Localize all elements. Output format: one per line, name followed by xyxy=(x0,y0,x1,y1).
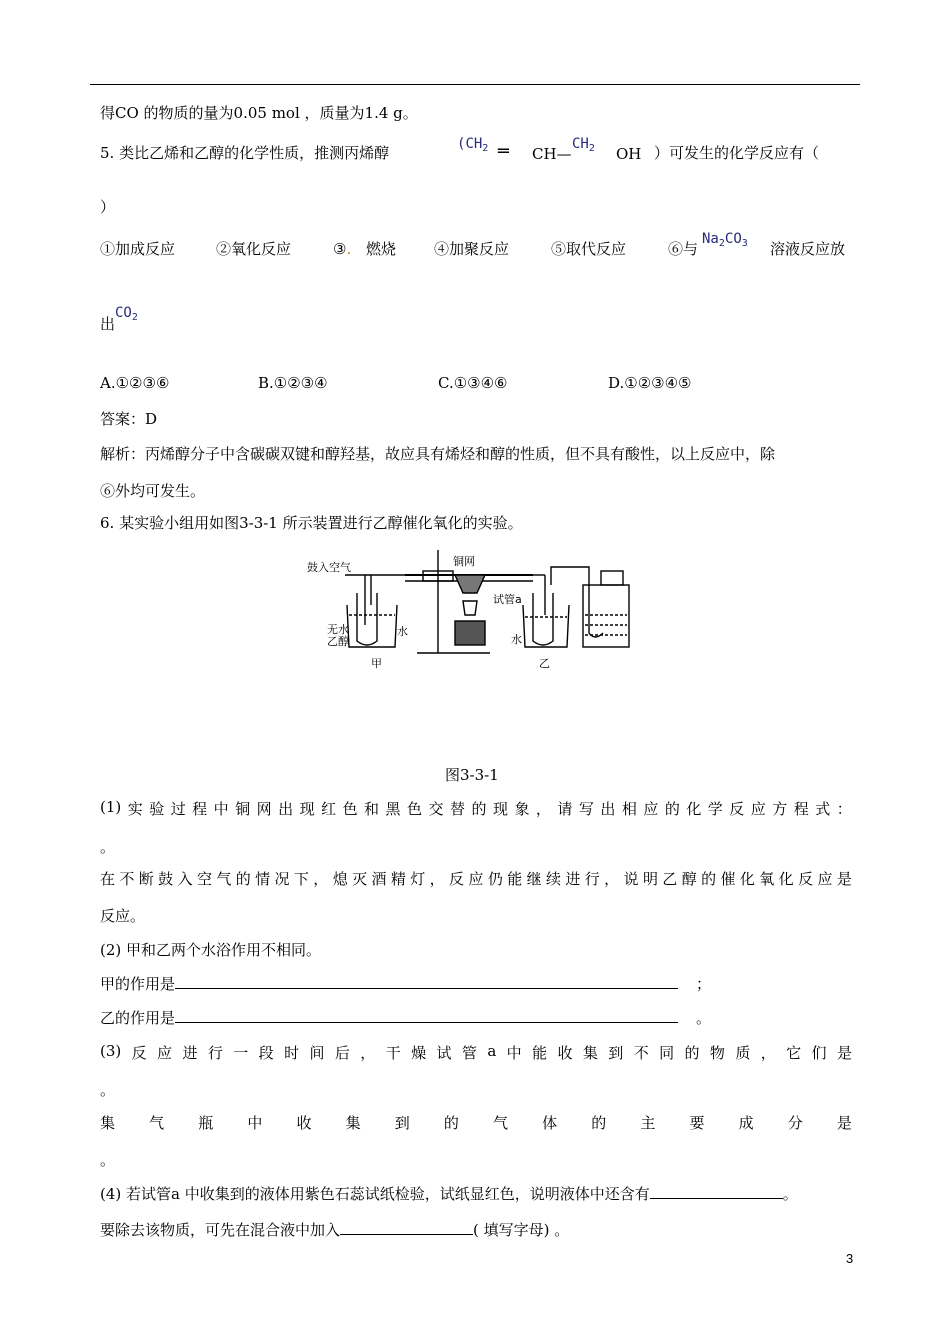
char: 色 xyxy=(342,800,358,818)
na2co3-formula: $Na_2CO_3$ xyxy=(702,231,748,249)
char: 的 xyxy=(701,870,717,888)
char: 气 xyxy=(493,1114,509,1132)
ethanol-label-1: 无水 xyxy=(327,623,349,636)
char: 反 xyxy=(131,1044,147,1062)
char: 中 xyxy=(213,800,229,818)
answer-blank-p4b[interactable] xyxy=(340,1220,473,1235)
char: ， xyxy=(535,800,551,818)
copper-mesh xyxy=(455,575,485,593)
char: 是 xyxy=(836,1044,852,1062)
char: 在 xyxy=(100,870,116,888)
q6-stem: 6. 某实验小组用如图3-3-1 所示装置进行乙醇催化氧化的实验。 xyxy=(100,514,523,532)
q5-analysis-line1: 解析：丙烯醇分子中含碳碳双键和醇羟基，故应具有烯烃和醇的性质，但不具有酸性，以上反应中，除 xyxy=(100,445,776,463)
q6-part2: (2) 甲和乙两个水浴作用不相同。 xyxy=(100,941,322,959)
gas-collection-jar xyxy=(583,585,629,647)
char: 间 xyxy=(309,1044,325,1062)
char: 收 xyxy=(296,1114,312,1132)
char: 象 xyxy=(514,800,530,818)
char: 氧 xyxy=(759,870,775,888)
char: 的 xyxy=(591,1114,607,1132)
char: 的 xyxy=(235,870,251,888)
yi-label: 乙 xyxy=(539,657,550,670)
char: a xyxy=(487,1042,497,1060)
char: ， xyxy=(429,870,445,888)
q6-part3-line1 xyxy=(100,1042,852,1063)
char: 到 xyxy=(394,1114,410,1132)
q5-option-2: ②氧化反应 xyxy=(216,240,292,258)
q6-part4-line2: 要除去该物质，可先在混合液中加入 ( 填写字母) 。 xyxy=(100,1221,570,1239)
char: 程 xyxy=(192,800,208,818)
q6-part1-end: 。 xyxy=(100,838,116,856)
char: 继 xyxy=(526,870,542,888)
char: 到 xyxy=(608,1044,624,1062)
char: 方 xyxy=(772,800,788,818)
char: 铜 xyxy=(235,800,251,818)
char: 熄 xyxy=(332,870,348,888)
char: 黑 xyxy=(385,800,401,818)
q6-part2-yi: 乙的作用是 。 xyxy=(100,1009,712,1027)
answer-blank-jia[interactable] xyxy=(175,974,678,989)
char: 续 xyxy=(545,870,561,888)
beaker-jia xyxy=(347,605,397,647)
char: 的 xyxy=(664,800,680,818)
char: 请 xyxy=(557,800,573,818)
char: 现 xyxy=(492,800,508,818)
choice-c: C.①③④⑥ xyxy=(438,374,508,392)
char: 实 xyxy=(127,800,143,818)
char: 燥 xyxy=(411,1044,427,1062)
q6-part1-line3: 反应。 xyxy=(100,907,146,925)
char: 段 xyxy=(258,1044,274,1062)
char: 写 xyxy=(578,800,594,818)
q5-option-6: ⑥与 xyxy=(668,240,699,258)
formula-oh: OH xyxy=(616,145,642,163)
q5-option-6-cont: 溶液反应放 xyxy=(770,240,846,258)
q5-answer: 答案：D xyxy=(100,410,158,428)
choice-a: A.①②③⑥ xyxy=(100,374,170,392)
char: 况 xyxy=(274,870,290,888)
char: ， xyxy=(313,870,329,888)
char: 的 xyxy=(471,800,487,818)
apparatus-figure xyxy=(305,545,635,675)
char: 灭 xyxy=(352,870,368,888)
char: ， xyxy=(604,870,620,888)
q6-part1-line2 xyxy=(100,868,852,889)
q6-part3-line2-end: 。 xyxy=(100,1151,116,1169)
char: 色 xyxy=(407,800,423,818)
q5-option-4: ④加聚反应 xyxy=(434,240,510,258)
q6-part2-jia: 甲的作用是 ； xyxy=(100,975,712,993)
char: 集 xyxy=(582,1044,598,1062)
header-rule xyxy=(90,84,860,85)
char: 网 xyxy=(256,800,272,818)
q5-option-6-end: 出 xyxy=(100,315,116,333)
char: 中 xyxy=(247,1114,263,1132)
char: 进 xyxy=(182,1044,198,1062)
char: 反 xyxy=(729,800,745,818)
char: 同 xyxy=(659,1044,675,1062)
char: 中 xyxy=(506,1044,522,1062)
char: 体 xyxy=(542,1114,558,1132)
char: 反 xyxy=(798,870,814,888)
q5-analysis-line2: ⑥外均可发生。 xyxy=(100,482,206,500)
char: 一 xyxy=(233,1044,249,1062)
char: 瓶 xyxy=(198,1114,214,1132)
char: 应 xyxy=(750,800,766,818)
char: 行 xyxy=(584,870,600,888)
char: 进 xyxy=(565,870,581,888)
char: 应 xyxy=(817,870,833,888)
char: 红 xyxy=(321,800,337,818)
char: 收 xyxy=(557,1044,573,1062)
char: 出 xyxy=(600,800,616,818)
choice-d: D.①②③④⑤ xyxy=(608,374,692,392)
char: 应 xyxy=(157,1044,173,1062)
char: 灯 xyxy=(410,870,426,888)
double-bond: ═ xyxy=(498,141,509,162)
char: ， xyxy=(360,1044,376,1062)
char: 程 xyxy=(793,800,809,818)
char: 催 xyxy=(720,870,736,888)
char: 鼓 xyxy=(158,870,174,888)
page-number: 3 xyxy=(846,1251,854,1266)
q5-option-1: ①加成反应 xyxy=(100,240,176,258)
q5-option-3: ③. 燃烧 xyxy=(333,240,397,258)
char: 出 xyxy=(278,800,294,818)
char: 干 xyxy=(385,1044,401,1062)
beaker-yi xyxy=(523,605,569,647)
char: 成 xyxy=(738,1114,754,1132)
char: 主 xyxy=(640,1114,656,1132)
char: 验 xyxy=(149,800,165,818)
char: 学 xyxy=(707,800,723,818)
char: 的 xyxy=(684,1044,700,1062)
char: 过 xyxy=(170,800,186,818)
char: 管 xyxy=(461,1044,477,1062)
char: 式 xyxy=(815,800,831,818)
formula-ch2: $CH_2$ xyxy=(572,136,595,154)
header-line: 得CO 的物质的量为0.05 mol ，质量为1.4 g。 xyxy=(100,104,418,122)
answer-blank-yi[interactable] xyxy=(175,1008,678,1023)
char: 化 xyxy=(739,870,755,888)
char: 能 xyxy=(532,1044,548,1062)
q6-part3-line2 xyxy=(100,1112,852,1133)
char: 集 xyxy=(100,1114,116,1132)
char: 醇 xyxy=(681,870,697,888)
test-tube-a xyxy=(533,593,553,645)
q5-stem-close: ） xyxy=(100,198,116,216)
char: ： xyxy=(836,800,852,818)
char: 仍 xyxy=(487,870,503,888)
char: 要 xyxy=(689,1114,705,1132)
answer-blank-p4[interactable] xyxy=(650,1184,783,1199)
char: (3) xyxy=(100,1042,122,1060)
char: 是 xyxy=(836,1114,852,1132)
char: 化 xyxy=(686,800,702,818)
char: 相 xyxy=(621,800,637,818)
formula-ch: CH— xyxy=(532,145,572,163)
q6-part3-end: 。 xyxy=(100,1081,116,1099)
char: 说 xyxy=(623,870,639,888)
char: 乙 xyxy=(662,870,678,888)
char: 现 xyxy=(299,800,315,818)
char: 下 xyxy=(293,870,309,888)
water-label-jia: 水 xyxy=(397,625,408,638)
char: 酒 xyxy=(371,870,387,888)
char: 反 xyxy=(449,870,465,888)
char: 集 xyxy=(345,1114,361,1132)
char: 气 xyxy=(216,870,232,888)
copper-label: 铜网 xyxy=(453,555,475,568)
char: 和 xyxy=(364,800,380,818)
ethanol-label-2: 乙醇 xyxy=(327,635,349,648)
q6-part1-line1 xyxy=(100,798,852,819)
choice-b: B.①②③④ xyxy=(258,374,328,392)
allyl-alcohol-formula: ($CH_2$ xyxy=(457,136,489,154)
char: 行 xyxy=(207,1044,223,1062)
char: 应 xyxy=(643,800,659,818)
char: 应 xyxy=(468,870,484,888)
tube-a-label: 试管a xyxy=(493,593,522,606)
char: 们 xyxy=(811,1044,827,1062)
char: 它 xyxy=(786,1044,802,1062)
char: 是 xyxy=(836,870,852,888)
char: 空 xyxy=(196,870,212,888)
char: 质 xyxy=(735,1044,751,1062)
test-tube-jia xyxy=(357,593,377,645)
char: 能 xyxy=(507,870,523,888)
char: 断 xyxy=(138,870,154,888)
char: 不 xyxy=(633,1044,649,1062)
q5-stem: 5. 类比乙烯和乙醇的化学性质，推测丙烯醇 xyxy=(100,144,390,162)
q5-stem-end: ）可发生的化学反应有（ xyxy=(654,144,820,162)
char: 后 xyxy=(334,1044,350,1062)
char: 试 xyxy=(436,1044,452,1062)
q6-part4: (4) 若试管a 中收集到的液体用紫色石蕊试纸检验，试纸显红色，说明液体中还含有 。 xyxy=(100,1185,798,1203)
co2-formula: $CO_2$ xyxy=(115,305,138,323)
q5-option-5: ⑤取代反应 xyxy=(551,240,627,258)
char: 时 xyxy=(284,1044,300,1062)
char: 化 xyxy=(778,870,794,888)
char: 物 xyxy=(709,1044,725,1062)
char: 气 xyxy=(149,1114,165,1132)
water-label-yi: 水 xyxy=(511,633,522,646)
char: 不 xyxy=(119,870,135,888)
jia-label: 甲 xyxy=(371,657,382,670)
char: ， xyxy=(760,1044,776,1062)
alcohol-lamp xyxy=(455,621,485,645)
figure-caption: 图3-3-1 xyxy=(445,766,499,784)
char: (1) xyxy=(100,798,122,816)
char: 明 xyxy=(642,870,658,888)
char: 交 xyxy=(428,800,444,818)
air-label: 鼓入空气 xyxy=(307,561,351,574)
char: 精 xyxy=(390,870,406,888)
char: 替 xyxy=(449,800,465,818)
char: 的 xyxy=(443,1114,459,1132)
char: 入 xyxy=(177,870,193,888)
char: 分 xyxy=(787,1114,803,1132)
char: 情 xyxy=(255,870,271,888)
